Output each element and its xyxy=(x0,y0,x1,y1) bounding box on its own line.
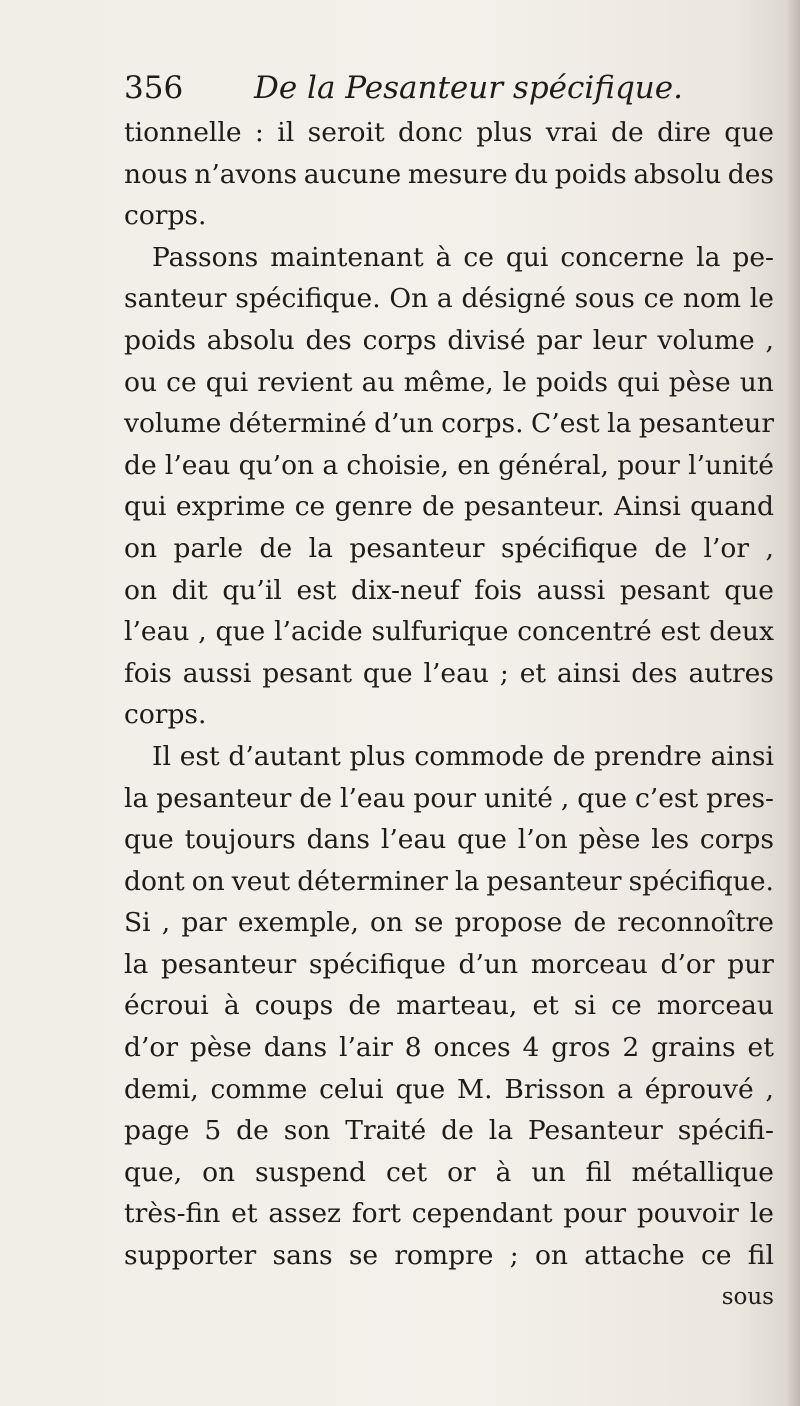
text-line: supporter sans se rompre ; on attache ce fil xyxy=(124,1240,774,1272)
page-number: 356 xyxy=(124,70,184,106)
page-edge-shadow xyxy=(786,0,800,1406)
text-line: la pesanteur de l’eau pour unité , que c’est pres- xyxy=(124,782,774,814)
text-line: demi, comme celui que M. Brisson a éprouvé , xyxy=(124,1073,774,1105)
text-line: la pesanteur spécifique d’un morceau d’or pur xyxy=(124,948,774,980)
text-line: que, on suspend cet or à un fil métallique xyxy=(124,1156,774,1188)
text-line: santeur spécifique. On a désigné sous ce nom le xyxy=(124,283,774,315)
text-line: poids absolu des corps divisé par leur volume , xyxy=(124,324,774,356)
text-line: de l’eau qu’on a choisie, en général, pour l’unité xyxy=(124,449,774,481)
text-line: corps. xyxy=(124,200,207,232)
text-line: corps. xyxy=(124,699,207,731)
text-line: ou ce qui revient au même, le poids qui pèse un xyxy=(124,366,774,398)
text-line: qui exprime ce genre de pesanteur. Ainsi quand xyxy=(124,491,774,523)
text-line: on parle de la pesanteur spécifique de l’or , xyxy=(124,532,774,564)
text-line: dont on veut déterminer la pesanteur spécifique. xyxy=(124,865,774,897)
body-text xyxy=(124,112,774,1318)
text-line: fois aussi pesant que l’eau ; et ainsi des autres xyxy=(124,657,774,689)
text-line: volume déterminé d’un corps. C’est la pesanteur xyxy=(124,408,774,440)
catchword: sous xyxy=(721,1283,774,1310)
text-line: que toujours dans l’eau que l’on pèse les corps xyxy=(124,824,774,856)
text-line: nous n’avons aucune mesure du poids absolu des xyxy=(124,158,774,190)
text-line: l’eau , que l’acide sulfurique concentré est deux xyxy=(124,616,774,648)
running-head xyxy=(124,66,684,110)
text-line: on dit qu’il est dix-neuf fois aussi pesant que xyxy=(124,574,774,606)
running-title: De la Pesanteur spécifique. xyxy=(254,70,683,106)
text-line: Passons maintenant à ce qui concerne la pe- xyxy=(152,241,774,273)
text-line: très-fin et assez fort cependant pour pouvoir le xyxy=(124,1198,774,1230)
text-line: page 5 de son Traité de la Pesanteur spécifi- xyxy=(124,1115,774,1147)
text-line: écroui à coups de marteau, et si ce morceau xyxy=(124,990,774,1022)
text-line: d’or pèse dans l’air 8 onces 4 gros 2 grains et xyxy=(124,1032,774,1064)
text-line: Si , par exemple, on se propose de reconnoître xyxy=(124,907,774,939)
text-line: Il est d’autant plus commode de prendre ainsi xyxy=(152,740,774,772)
text-line: tionnelle : il seroit donc plus vrai de dire que xyxy=(124,117,774,148)
